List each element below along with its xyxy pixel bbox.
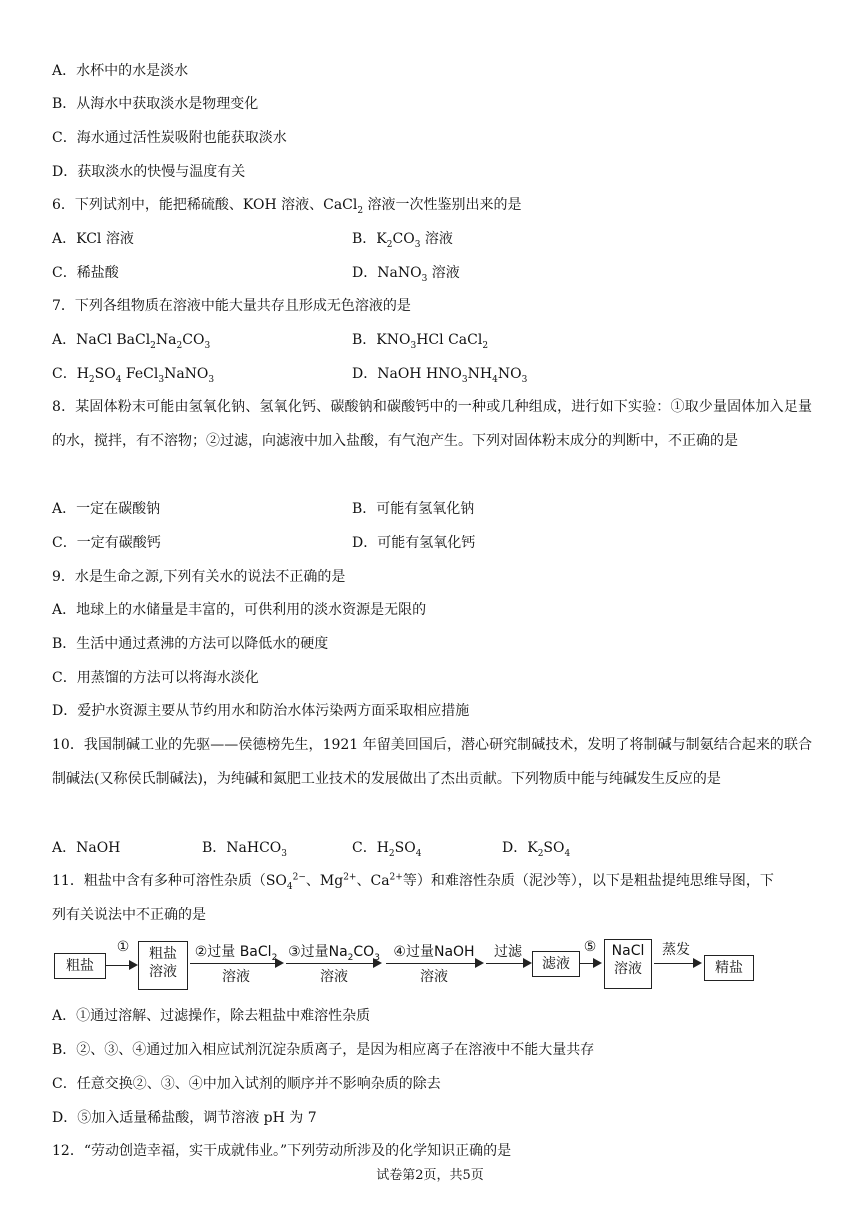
q8-option-c: C．一定有碳酸钙 [52,535,161,551]
flow-step-2-label: ②过量 BaCl$_2$ [194,944,278,963]
q10-option-d: D．$K_2SO_4$ [502,840,571,859]
flow-step-3-reagent-form: 溶液 [320,969,348,985]
flow-box-crude-salt: 粗盐 [54,953,106,979]
q5-option-d: D．获取淡水的快慢与温度有关 [52,164,246,180]
flow-arrow-1 [106,965,136,966]
q7-option-a: A．NaCl $BaCl_2Na_2CO_3$ [52,332,211,351]
q6-option-a: A．KCl 溶液 [52,231,134,247]
q5-option-c: C．海水通过活性炭吸附也能获取淡水 [52,130,287,146]
q11-option-b: B．②、③、④通过加入相应试剂沉淀杂质离子，是因为相应离子在溶液中不能大量共存 [52,1042,595,1058]
q6-stem: 6．下列试剂中，能把稀硫酸、KOH 溶液、CaCl$_2$ 溶液一次性鉴别出来的是 [52,197,522,216]
flow-arrow-2 [190,963,282,964]
q7-option-b: B．$KNO_3HCl$ CaCl$_2$ [352,332,489,351]
q9-option-d: D．爱护水资源主要从节约用水和防治水体污染两方面采取相应措施 [52,703,470,719]
flow-arrow-5 [580,963,600,964]
q11-stem-line1: 11．粗盐中含有多种可溶性杂质（$SO_4^{2-}$、$Mg^{2+}$、$Ca^{2+}$等）和难溶性杂质（泥沙等），以下是粗盐提纯思维导图，下 [52,872,774,892]
flow-step-2-reagent-form: 溶液 [222,969,250,985]
q10-option-b: B．NaHCO$_3$ [202,840,288,859]
q11-stem-line2: 列有关说法中不正确的是 [52,907,206,923]
flow-step-4-label: ④过量NaOH [393,944,475,960]
q11-option-c: C．任意交换②、③、④中加入试剂的顺序并不影响杂质的除去 [52,1076,441,1092]
q8-option-a: A．一定在碳酸钠 [52,501,161,517]
q8-stem: 8．某固体粉末可能由氢氧化钠、氢氧化钙、碳酸钠和碳酸钙中的一种或几种组成，进行如下实验：①取少量固体加入足量的水，搅拌，有不溶物；②过滤，向滤液中加入盐酸，有气泡产生。下列对固体粉末成分的判断中，不正确的是 [52,399,812,449]
q6-option-c: C．稀盐酸 [52,265,119,281]
q9-option-a: A．地球上的水储量是丰富的，可供利用的淡水资源是无限的 [52,602,427,618]
flow-step-evaporate-label: 蒸发 [662,942,690,958]
flow-box-filtrate: 滤液 [532,951,580,977]
flow-box-nacl-solution: NaCl 溶液 [604,939,652,989]
flow-step-4-reagent-form: 溶液 [420,969,448,985]
q7-stem: 7．下列各组物质在溶液中能大量共存且形成无色溶液的是 [52,298,411,314]
flow-arrow-4 [386,963,482,964]
q12-stem: 12．“劳动创造幸福，实干成就伟业。”下列劳动所涉及的化学知识正确的是 [52,1143,512,1159]
q5-option-a: A．水杯中的水是淡水 [52,63,189,79]
flow-step-1-label: ① [116,939,130,955]
flow-arrow-filter [486,963,530,964]
flow-box-crude-salt-solution: 粗盐 溶液 [138,941,188,990]
q11-option-a: A．①通过溶解、过滤操作，除去粗盐中难溶性杂质 [52,1008,371,1024]
flow-box-refined-salt: 精盐 [704,955,754,981]
page-footer: 试卷第2页，共5页 [376,1168,484,1183]
flow-step-3-label: ③过量$Na_2CO_3$ [288,944,380,963]
q10-stem: 10．我国制碱工业的先驱——侯德榜先生，1921 年留美回国后，潜心研究制碱技术，发明了将制碱与制氨结合起来的联合制碱法(又称侯氏制碱法)，为纯碱和氮肥工业技术的发展做出了杰出贡献。下列物质中能与纯碱发生反应的是 [52,737,812,787]
q8-option-d: D．可能有氢氧化钙 [352,535,476,551]
q9-option-c: C．用蒸馏的方法可以将海水淡化 [52,670,259,686]
flow-arrow-3 [286,963,380,964]
q10-option-a: A．NaOH [52,840,121,856]
salt-purification-flowchart [54,935,764,991]
q11-option-d: D．⑤加入适量稀盐酸，调节溶液 pH 为 7 [52,1110,317,1126]
q7-option-c: C．$H_2SO_4$ FeCl$_3$NaNO$_3$ [52,366,215,385]
flow-arrow-evaporate [654,963,700,964]
q10-option-c: C．$H_2SO_4$ [352,840,422,859]
q9-stem: 9．水是生命之源,下列有关水的说法不正确的是 [52,569,346,585]
q5-option-b: B．从海水中获取淡水是物理变化 [52,96,259,112]
flow-step-filter-label: 过滤 [494,944,522,960]
q9-option-b: B．生活中通过煮沸的方法可以降低水的硬度 [52,636,329,652]
q8-option-b: B．可能有氢氧化钠 [352,501,475,517]
q7-option-d: D．NaOH $HNO_3NH_4NO_3$ [352,366,528,385]
q6-option-d: D．NaNO$_3$ 溶液 [352,265,460,284]
q6-option-b: B．$K_2CO_3$ 溶液 [352,231,453,250]
flow-step-5-label: ⑤ [583,939,597,955]
